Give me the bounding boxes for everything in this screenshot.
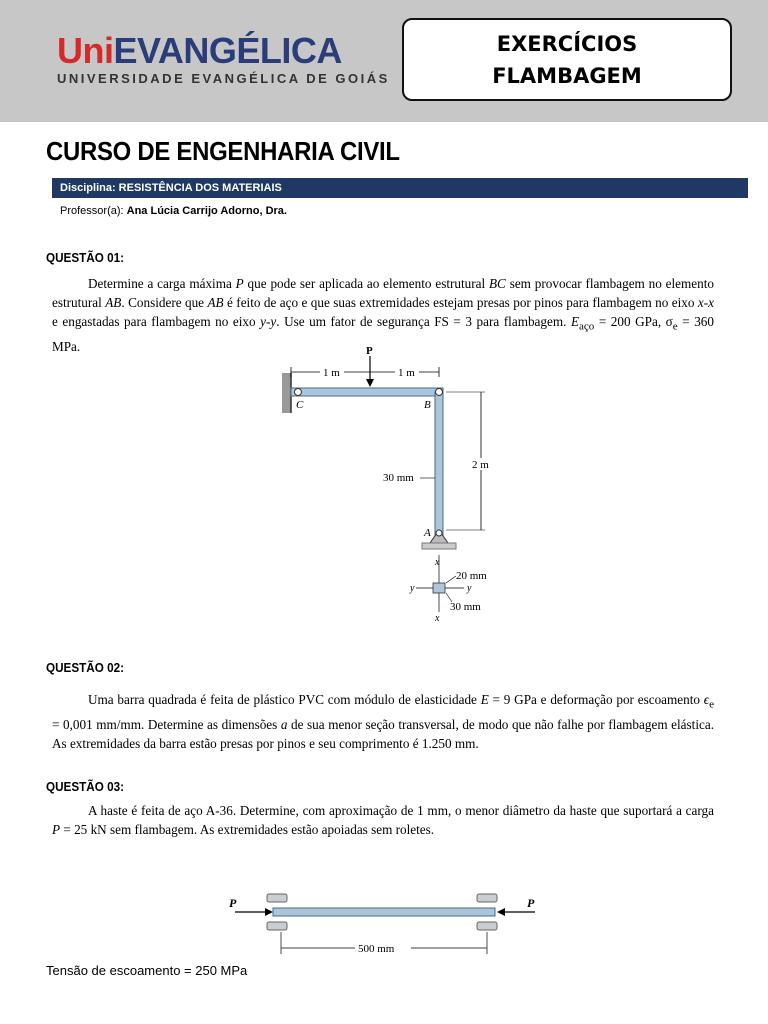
discipline-bar: Disciplina: RESISTÊNCIA DOS MATERIAIS xyxy=(52,178,748,198)
professor-label: Professor(a): xyxy=(60,205,127,217)
professor-name: Ana Lúcia Carrijo Adorno, Dra. xyxy=(126,205,287,217)
unievangelica-logo xyxy=(57,30,390,86)
member-ab xyxy=(435,392,443,536)
support-left-bottom xyxy=(267,922,287,930)
point-label-b: B xyxy=(424,399,431,411)
dim-label-right: 1 m xyxy=(398,367,415,379)
question-1-label: QUESTÃO 01: xyxy=(46,250,125,265)
cross-section xyxy=(433,583,445,593)
support-left-top xyxy=(267,894,287,902)
svg-text:y: y xyxy=(467,583,472,594)
length-label: 500 mm xyxy=(358,943,395,955)
logo-subtitle: UNIVERSIDADE EVANGÉLICA DE GOIÁS xyxy=(57,71,390,86)
frame-structure-figure xyxy=(270,340,510,625)
question-3-text: A haste é feita de aço A-36. Determine, com aproximação de 1 mm, o menor diâmetro da haste que suportará a carga P = 25 kN sem flambagem. As extremidades estão apoiadas sem roletes. xyxy=(52,803,714,837)
pin-b xyxy=(436,389,443,396)
title-line-1: EXERCÍCIOS xyxy=(496,31,638,56)
document-title-box xyxy=(402,18,732,101)
course-title: CURSO DE ENGENHARIA CIVIL xyxy=(46,136,400,166)
section-dim-20mm: 20 mm xyxy=(456,570,487,582)
professor-line xyxy=(60,205,287,217)
point-label-c: C xyxy=(296,399,304,411)
load-label-right: P xyxy=(527,896,535,910)
point-label-a: A xyxy=(424,527,431,539)
question-1-text: Determine a carga máxima P que pode ser aplicada ao elemento estrutural BC sem provocar flambagem no elemento estrutural AB. Considere que AB é feito de aço e que suas extremidades estejam presas por pinos para flambagem no eixo x-x e engastadas para flambagem no eixo y-y. Use um fator de segurança FS = 3 para flambagem. $E_{aço} = 200$ GPa, $\sigma_e = 360$ MPa. xyxy=(52,276,715,354)
load-label-left: P xyxy=(229,896,237,910)
support-right-top xyxy=(477,894,497,902)
support-right-bottom xyxy=(477,922,497,930)
rod xyxy=(273,908,495,916)
pin-c xyxy=(295,389,302,396)
question-2-text: Uma barra quadrada é feita de plástico PVC com módulo de elasticidade E = 9 GPa e deformação por escoamento $\epsilon_e = 0,001$ mm/mm. Determine as dimensões a de sua menor seção transversal, de modo que não falhe por flambagem elástica. As extremidades da barra estão presas por pinos e seu comprimento é 1.250 mm. xyxy=(52,692,714,751)
wall-support-c xyxy=(282,373,291,413)
logo-uni-text: Uni xyxy=(57,30,114,71)
logo-evangelica-text: EVANGÉLICA xyxy=(113,30,342,71)
height-label: 2 m xyxy=(472,459,489,471)
question-2-label: QUESTÃO 02: xyxy=(46,660,125,675)
svg-text:y: y xyxy=(410,583,415,594)
load-label-p: P xyxy=(366,345,373,357)
yield-stress-note: Tensão de escoamento = 250 MPa xyxy=(46,963,248,978)
diameter-label: 30 mm xyxy=(383,472,414,484)
title-line-2: FLAMBAGEM xyxy=(492,63,642,88)
dim-label-left: 1 m xyxy=(323,367,340,379)
svg-text:x: x xyxy=(435,613,440,624)
section-dim-30mm: 30 mm xyxy=(450,601,481,613)
rod-figure xyxy=(215,880,555,960)
member-bc xyxy=(291,388,443,396)
svg-text:x: x xyxy=(435,557,440,568)
question-3-label: QUESTÃO 03: xyxy=(46,779,125,794)
page-header xyxy=(0,0,768,122)
